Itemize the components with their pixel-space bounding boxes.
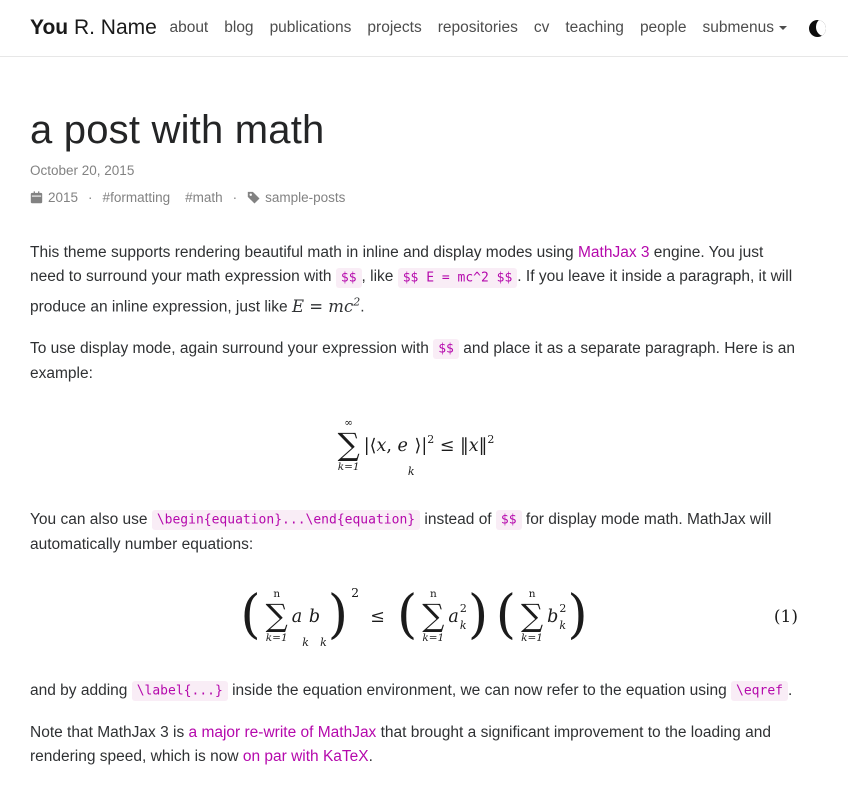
equation-number: (1)	[773, 606, 798, 627]
brand-bold: You	[30, 16, 69, 39]
math-variable: e	[397, 435, 408, 456]
brand-rest: R. Name	[68, 16, 157, 39]
nav-link-publications[interactable]: publications	[269, 19, 352, 36]
meta-categories	[103, 190, 223, 205]
nav-link-projects[interactable]: projects	[367, 19, 422, 36]
inline-code: \begin{equation}...\end{equation}	[152, 510, 420, 530]
big-paren: )	[467, 585, 489, 646]
summation-symbol	[338, 417, 360, 474]
chevron-down-icon	[779, 26, 787, 30]
math-operator	[489, 607, 495, 627]
paragraph-text: . If you leave it inside a paragraph, it will produce an inline expression, just like	[30, 268, 793, 316]
tag-link-sample-posts[interactable]	[247, 190, 345, 205]
tag-label: sample-posts	[265, 190, 346, 205]
brand-link[interactable]	[30, 16, 157, 40]
math-operator: ≤ ‖	[434, 435, 469, 456]
math-superscript: 2	[459, 601, 467, 615]
nav-link-about[interactable]: about	[169, 19, 209, 36]
inline-math	[292, 297, 360, 316]
display-equation-numbered	[30, 585, 798, 649]
summation-symbol	[422, 588, 444, 645]
meta-year-link[interactable]	[30, 190, 78, 205]
big-paren: )	[327, 585, 349, 646]
paragraph	[30, 679, 798, 704]
summation-symbol	[266, 588, 288, 645]
paragraph-text: Note that MathJax 3 is	[30, 723, 189, 741]
category-link-math[interactable]	[185, 190, 223, 205]
sigma-glyph: ∑	[422, 598, 445, 634]
nav-item-people	[632, 19, 695, 37]
math-subscript: k	[302, 636, 309, 650]
paragraph-text: for display mode math. MathJax will automatically number equations:	[30, 510, 772, 553]
post	[0, 108, 848, 806]
math-superscript: 2	[487, 433, 495, 446]
navbar-nav	[161, 19, 795, 37]
nav-link-blog[interactable]: blog	[224, 19, 254, 36]
category-label: math	[192, 190, 223, 205]
hash-icon: #	[185, 190, 193, 205]
nav-item-publications	[262, 19, 360, 37]
category-label: formatting	[110, 190, 171, 205]
meta-tags	[247, 190, 345, 205]
nav-link-repositories[interactable]: repositories	[437, 19, 518, 36]
paragraph-text: To use display mode, again surround your expression with	[30, 339, 434, 357]
math-operator: ⟩|	[414, 435, 428, 456]
nav-item-teaching	[557, 19, 632, 37]
big-paren: (	[240, 585, 261, 646]
meta-separator: ·	[88, 190, 93, 205]
paragraph	[30, 721, 798, 769]
math-superscript: 2	[427, 433, 435, 446]
inline-code: $$ E = mc^2 $$	[398, 268, 518, 288]
math-variable: a	[448, 606, 459, 627]
sum-lower-limit: k=1	[422, 632, 445, 644]
math-subscript: k	[407, 465, 415, 479]
math-variable: x	[468, 435, 479, 456]
math-subscript: k	[559, 618, 567, 632]
nav-item-submenus	[694, 19, 795, 37]
inline-link[interactable]: on par with KaTeX	[242, 747, 369, 765]
sigma-glyph: ∑	[265, 598, 288, 634]
hash-icon: #	[102, 190, 111, 205]
math-operator: ‖	[478, 435, 488, 456]
inline-link[interactable]: MathJax 3	[577, 244, 650, 261]
nav-link-teaching[interactable]: teaching	[565, 19, 624, 36]
inline-code: $$	[336, 268, 362, 288]
big-paren: (	[495, 585, 516, 646]
math-base: E = mc	[291, 296, 354, 316]
paragraph-text: .	[360, 298, 365, 316]
math-subscript: k	[320, 636, 327, 650]
nav-link-people[interactable]: people	[639, 19, 687, 36]
nav-item-cv	[526, 19, 558, 37]
nav-item-repositories	[430, 19, 526, 37]
paragraph-text: This theme supports rendering beautiful math in inline and display modes using	[30, 244, 578, 261]
calendar-icon	[30, 191, 43, 204]
inline-code: $$	[496, 510, 522, 530]
math-operator: |⟨	[363, 435, 377, 456]
inline-code: \label{...}	[132, 681, 228, 701]
paragraph-text: engine. You just need to surround your math expression with	[30, 244, 764, 285]
category-link-formatting[interactable]	[103, 190, 171, 205]
dark-mode-toggle[interactable]	[809, 20, 826, 37]
paragraph-text: instead of	[420, 510, 496, 528]
post-title: a post with math	[30, 108, 325, 152]
nav-link-submenus[interactable]: submenus	[694, 19, 795, 37]
summation-symbol	[521, 588, 543, 645]
sigma-glyph: ∑	[521, 598, 544, 634]
inline-code: \eqref	[731, 681, 788, 701]
math-sup: 2	[353, 295, 361, 308]
nav-item-about	[161, 19, 216, 37]
sum-lower-limit: k=1	[521, 632, 543, 644]
equation-row	[239, 585, 588, 650]
paragraph-text: .	[368, 747, 373, 765]
display-equation	[30, 414, 798, 478]
math-variable: b	[547, 606, 559, 627]
math-superscript: 2	[351, 585, 360, 600]
paragraph	[30, 508, 798, 557]
nav-link-cv[interactable]: cv	[533, 19, 550, 36]
math-subscript: k	[459, 618, 467, 632]
tag-icon	[247, 191, 260, 204]
nav-item-projects	[359, 19, 429, 37]
sum-upper-limit: n	[429, 587, 437, 600]
sum-upper-limit: ∞	[344, 416, 354, 429]
meta-separator: ·	[232, 190, 238, 205]
math-subsup	[460, 603, 467, 631]
meta-year-label: 2015	[48, 190, 79, 205]
post-date: October 20, 2015	[30, 163, 135, 178]
paragraph-text: You can also use	[30, 510, 152, 528]
math-superscript: 2	[559, 601, 567, 615]
navbar	[0, 0, 848, 57]
paragraph-text: that brought a significant improvement to the loading and rendering speed, which is now	[30, 723, 771, 765]
math-operator: ,	[386, 435, 398, 456]
moon-icon	[809, 20, 826, 37]
math-subsup	[559, 603, 566, 631]
sum-upper-limit: n	[528, 587, 536, 600]
post-content	[30, 241, 798, 769]
sigma-glyph: ∑	[337, 427, 360, 463]
sum-lower-limit: k=1	[337, 461, 360, 473]
big-paren: (	[396, 585, 418, 646]
inline-link[interactable]: a major re-write of MathJax	[188, 723, 377, 741]
paragraph-text: and by adding	[30, 681, 132, 699]
post-meta	[30, 190, 798, 205]
paragraph-text: , like	[361, 268, 398, 285]
nav-item-blog	[216, 19, 261, 37]
math-variable: x	[376, 435, 387, 456]
inline-code: $$	[433, 339, 459, 359]
sum-lower-limit: k=1	[265, 632, 288, 644]
math-variable: a	[291, 606, 303, 627]
paragraph-text: and place it as a separate paragraph. Here is an example:	[30, 339, 795, 382]
paragraph-text: inside the equation environment, we can now refer to the equation using	[227, 681, 732, 699]
paragraph	[30, 337, 798, 386]
math-variable: b	[308, 606, 321, 627]
equation-row	[334, 416, 495, 479]
math-operator: ≤	[359, 606, 396, 627]
big-paren: )	[567, 585, 588, 646]
paragraph-text: .	[787, 681, 793, 699]
paragraph	[30, 241, 798, 320]
sum-upper-limit: n	[273, 587, 281, 600]
